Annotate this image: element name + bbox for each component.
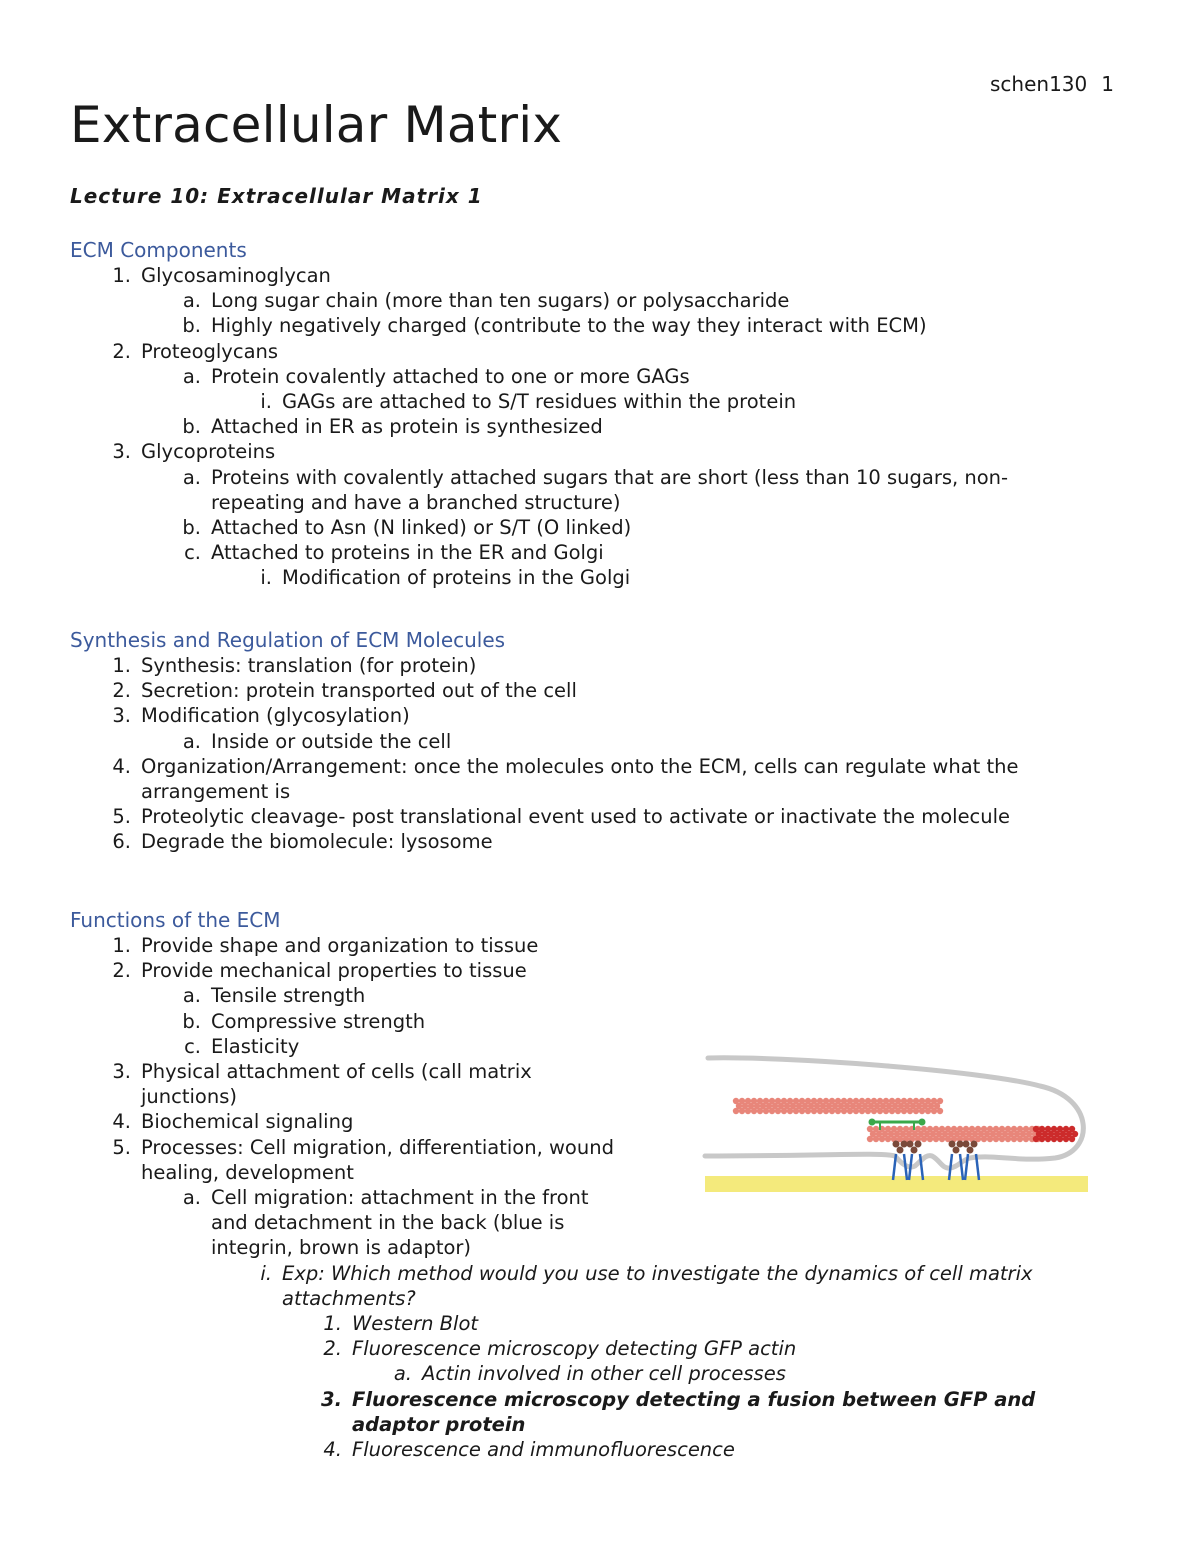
list-text: arrangement is [141, 780, 291, 804]
list-text: GAGs are attached to S/T residues within the protein [282, 390, 797, 414]
list-item [112, 439, 1150, 464]
list-item [112, 933, 1150, 958]
actin-bead [1057, 1136, 1063, 1142]
adaptor-protein [901, 1141, 908, 1148]
actin-bead [921, 1136, 927, 1142]
list-text: integrin, brown is adaptor) [211, 1236, 472, 1260]
list-marker: a. [182, 465, 201, 489]
list-text: Modification (glycosylation) [141, 704, 410, 728]
document-title: Extracellular Matrix [70, 96, 563, 154]
section-synthesis-regulation [70, 628, 1150, 855]
actin-bead [859, 1108, 865, 1114]
list-item [323, 1311, 1150, 1336]
list-item [112, 653, 1150, 678]
actin-bead [1051, 1136, 1057, 1142]
list-item [323, 1336, 1150, 1361]
actin-bead [853, 1108, 859, 1114]
actin-bead [775, 1108, 781, 1114]
actin-bead [733, 1108, 739, 1114]
list-item [323, 1437, 1150, 1462]
list-item [184, 540, 1150, 565]
list-item [182, 729, 1150, 754]
actin-bead [913, 1108, 919, 1114]
list-text: Attached to Asn (N linked) or S/T (O linked) [211, 516, 632, 540]
list-marker: c. [184, 541, 201, 565]
actin-bead [1023, 1136, 1029, 1142]
list-item [260, 1261, 1150, 1286]
list-text: Processes: Cell migration, differentiation, wound [141, 1135, 614, 1159]
list-text: Proteoglycans [141, 339, 279, 363]
list-item [260, 565, 1150, 590]
list-text: Compressive strength [211, 1009, 426, 1033]
list-marker: i. [260, 1261, 272, 1285]
list-item [182, 288, 1150, 313]
list-marker: 4. [112, 754, 131, 778]
list-item [182, 1009, 1150, 1034]
list-marker: 2. [323, 1337, 342, 1361]
list-marker: c. [184, 1034, 201, 1058]
list-text: repeating and have a branched structure) [211, 490, 621, 514]
actin-bead [787, 1108, 793, 1114]
actin-bead [823, 1108, 829, 1114]
adaptor-protein [915, 1141, 922, 1148]
actin-bead [999, 1136, 1005, 1142]
list-text: Long sugar chain (more than ten sugars) or polysaccharide [211, 289, 790, 313]
actin-filament-upper [733, 1098, 943, 1114]
list-marker: 3. [321, 1387, 342, 1411]
list-text: Organization/Arrangement: once the molecules onto the ECM, cells can regulate what the [141, 754, 1019, 778]
actin-bead [933, 1136, 939, 1142]
adaptor-protein [907, 1141, 914, 1148]
actin-bead [793, 1108, 799, 1114]
list-item [112, 339, 1150, 364]
list-marker: 2. [112, 679, 131, 703]
adaptor-protein [963, 1141, 970, 1148]
list-marker: b. [182, 415, 201, 439]
actin-bead [1039, 1136, 1045, 1142]
actin-bead [873, 1136, 879, 1142]
adaptor-protein [967, 1147, 974, 1154]
actin-bead [1045, 1136, 1051, 1142]
actin-bead [937, 1108, 943, 1114]
list-text: Provide mechanical properties to tissue [141, 959, 527, 983]
actin-bead [769, 1108, 775, 1114]
actin-bead [883, 1108, 889, 1114]
list-item [182, 313, 1150, 338]
list-item [112, 678, 1150, 703]
actin-bead [885, 1136, 891, 1142]
list-item-continuation [141, 779, 1150, 804]
list-item [112, 703, 1150, 728]
list-marker: 3. [112, 440, 131, 464]
list-text: Glycoproteins [141, 440, 276, 464]
actin-bead [865, 1108, 871, 1114]
list-item [182, 465, 1150, 490]
actin-bead [841, 1108, 847, 1114]
list-item [260, 389, 1150, 414]
actin-bead [763, 1108, 769, 1114]
list-marker: b. [182, 516, 201, 540]
list-marker: a. [393, 1362, 412, 1386]
actin-bead [907, 1108, 913, 1114]
list-marker: b. [182, 1009, 201, 1033]
substrate-matrix [705, 1176, 1088, 1192]
actin-bead [835, 1108, 841, 1114]
list-marker: a. [182, 1186, 201, 1210]
list-marker: a. [182, 364, 201, 388]
list-marker: 3. [112, 1060, 131, 1084]
actin-bead [1033, 1136, 1039, 1142]
actin-bead [1063, 1136, 1069, 1142]
list-text: Exp: Which method would you use to investigate the dynamics of cell matrix [282, 1261, 1033, 1285]
list-text: Biochemical signaling [141, 1110, 354, 1134]
list-marker: a. [182, 984, 201, 1008]
lecture-title: Lecture 10: Extracellular Matrix 1 [70, 184, 483, 208]
list-text: Highly negatively charged (contribute to the way they interact with ECM) [211, 314, 927, 338]
list-text: Fluorescence and immunofluorescence [352, 1438, 735, 1462]
section-heading: Synthesis and Regulation of ECM Molecules [70, 628, 506, 652]
list-text: healing, development [141, 1160, 354, 1184]
list-item-continuation [211, 490, 1150, 515]
actin-bead [889, 1108, 895, 1114]
actin-bead [901, 1108, 907, 1114]
list-item-continuation [211, 1235, 1150, 1260]
list-text: Attached in ER as protein is synthesized [211, 415, 603, 439]
actin-bead [925, 1108, 931, 1114]
list-marker: 2. [112, 339, 131, 363]
list-text: Tensile strength [211, 984, 366, 1008]
list-marker: 1. [112, 934, 131, 957]
actin-bead [829, 1108, 835, 1114]
actin-bead [993, 1136, 999, 1142]
list-item-continuation [352, 1412, 1150, 1437]
adaptor-protein [897, 1147, 904, 1154]
list-item [393, 1361, 1150, 1386]
list-item [182, 364, 1150, 389]
actin-bead [927, 1136, 933, 1142]
list-text: adaptor protein [352, 1412, 526, 1436]
adaptor-protein [957, 1141, 964, 1148]
cell-migration-illustration [700, 1052, 1092, 1197]
actin-bead [1005, 1136, 1011, 1142]
list-marker: a. [182, 729, 201, 753]
actin-bead [751, 1108, 757, 1114]
list-marker: 5. [112, 1135, 131, 1159]
list-text: and detachment in the back (blue is [211, 1211, 565, 1235]
actin-bead [1069, 1136, 1075, 1142]
list-text: Actin involved in other cell processes [422, 1362, 786, 1386]
actin-bead [757, 1108, 763, 1114]
list-marker: i. [260, 566, 272, 590]
page-number: 1 [1101, 72, 1114, 96]
list-text: Proteolytic cleavage- post translational event used to activate or inactivate the molecule [141, 805, 1011, 829]
adaptor-protein [971, 1141, 978, 1148]
list-text: Physical attachment of cells (call matrix [141, 1060, 532, 1084]
list-marker: a. [182, 289, 201, 313]
list-text: Fluorescence microscopy detecting a fusion between GFP and [352, 1387, 1036, 1411]
adaptor-protein [953, 1147, 960, 1154]
list-text: Modification of proteins in the Golgi [282, 566, 631, 590]
list-item [112, 754, 1150, 779]
list-item [112, 804, 1150, 829]
actin-bead [805, 1108, 811, 1114]
actin-bead [1017, 1136, 1023, 1142]
list-item [112, 958, 1150, 983]
list-marker: 4. [323, 1438, 342, 1462]
actin-bead [987, 1136, 993, 1142]
actin-bead [871, 1108, 877, 1114]
author-id: schen130 [990, 72, 1088, 96]
list-text: Proteins with covalently attached sugars that are short (less than 10 sugars, non- [211, 465, 1009, 489]
actin-bead [939, 1136, 945, 1142]
actin-bead [817, 1108, 823, 1114]
list-marker: 5. [112, 805, 131, 829]
actin-bead [981, 1136, 987, 1142]
list-text: Synthesis: translation (for protein) [141, 654, 477, 677]
list-text: Provide shape and organization to tissue [141, 934, 539, 957]
section-ecm-components [70, 238, 1150, 591]
actin-bead [879, 1136, 885, 1142]
actin-bead [811, 1108, 817, 1114]
section-heading: Functions of the ECM [70, 908, 281, 932]
adaptor-protein [949, 1141, 956, 1148]
section-heading: ECM Components [70, 238, 247, 262]
actin-bead [781, 1108, 787, 1114]
list-item [182, 983, 1150, 1008]
list-text: Elasticity [211, 1034, 300, 1058]
list-marker: 2. [112, 959, 131, 983]
list-text: Attached to proteins in the ER and Golgi [211, 541, 604, 565]
actin-bead [895, 1108, 901, 1114]
actin-filament-front [1033, 1126, 1078, 1142]
list-marker: 1. [112, 654, 131, 677]
actin-filament-lower [867, 1126, 1041, 1142]
list-marker: 3. [112, 704, 131, 728]
actin-bead [847, 1108, 853, 1114]
list-item-continuation [211, 1210, 1150, 1235]
adaptor-proteins [893, 1141, 978, 1154]
list-text: Inside or outside the cell [211, 729, 452, 753]
adaptor-protein [911, 1147, 918, 1154]
list-text: Glycosaminoglycan [141, 264, 331, 287]
actin-bead [867, 1136, 873, 1142]
list-text: Degrade the biomolecule: lysosome [141, 830, 493, 854]
list-marker: 4. [112, 1110, 131, 1134]
list-item [182, 515, 1150, 540]
list-marker: 1. [112, 264, 131, 287]
actin-bead [739, 1108, 745, 1114]
list-text: attachments? [282, 1286, 416, 1310]
list-text: Protein covalently attached to one or more GAGs [211, 364, 690, 388]
list-item [182, 414, 1150, 439]
list-item [321, 1387, 1150, 1412]
list-text: junctions) [141, 1085, 237, 1109]
list-text: Western Blot [352, 1312, 479, 1336]
list-marker: 6. [112, 830, 131, 854]
list-item [112, 263, 1150, 288]
list-marker: 1. [323, 1312, 342, 1336]
actin-bead [745, 1108, 751, 1114]
adaptor-protein [893, 1141, 900, 1148]
actin-bead [931, 1108, 937, 1114]
actin-bead [1011, 1136, 1017, 1142]
list-text: Cell migration: attachment in the front [211, 1186, 589, 1210]
actin-bead [799, 1108, 805, 1114]
list-text: Fluorescence microscopy detecting GFP actin [352, 1337, 797, 1361]
actin-bead [919, 1108, 925, 1114]
list-text: Secretion: protein transported out of the cell [141, 679, 577, 703]
list-marker: b. [182, 314, 201, 338]
cell-migration-figure [700, 1052, 1092, 1197]
list-item-continuation [282, 1286, 1150, 1311]
list-item [112, 829, 1150, 854]
list-marker: i. [260, 390, 272, 414]
actin-bead [877, 1108, 883, 1114]
page-header [990, 72, 1114, 96]
